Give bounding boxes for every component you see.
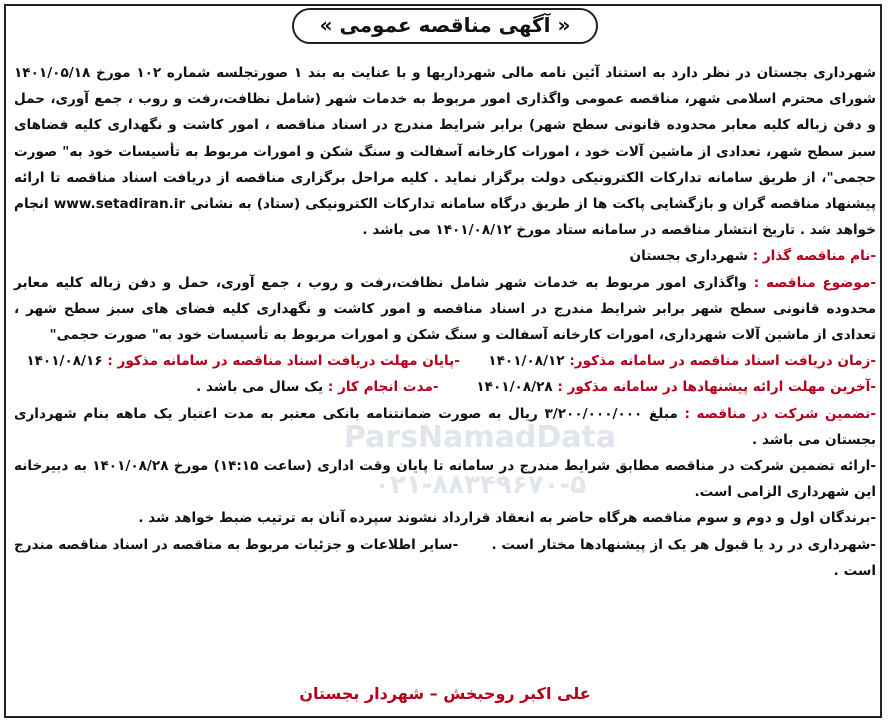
notice-title: « آگهی مناقصه عمومی »: [292, 8, 599, 44]
intro-text-after: انجام خواهد شد . تاریخ انتشار مناقصه در سامانه ستاد مورخ ۱۴۰۱/۰۸/۱۲ می باشد .: [14, 196, 876, 239]
subject-line: [14, 270, 876, 349]
intro-text: به استناد آئین نامه مالی شهرداریها و با عنایت به بند ۱ صورتجلسه شماره ۱۰۲ مورخ ۱۴۰۱/۰۵/۱۸ شورای محترم اسلامی شهر، مناقصه عمومی واگذاری امور مربوط به خدمات شهر (شامل نظافت،رفت و روب ، جمع آوری، حمل و دفن زباله کلیه معابر محدوده قانونی سطح شهر) برابر شرایط مندرج در اسناد مناقصه ، امور کاشت و نگهداری کلیه فضاهای سبز سطح شهر، تعدادی از ماشین آلات خود ، امورات کارخانه آسفالت و سنگ شکن و امورات مربوط به تأسیسات خود به" صورت حجمی"، از طریق سامانه تدارکات الکترونیکی دولت برگزار نماید . کلیه مراحل برگزاری مناقصه از دریافت اسناد مناقصه تا ارائه پیشنهاد مناقصه گران و بازگشایی پاکت ها از طریق درگاه سامانه تدارکات الکترونیکی (ستاد) به نشانی: [14, 65, 876, 213]
organizer-line: [14, 243, 876, 269]
watermark-text: ParsNamadData: [343, 420, 617, 455]
receipt-deadline-label: -پایان مهلت دریافت اسناد مناقصه در سامانه مذکور :: [107, 353, 460, 370]
submission-line: [14, 374, 876, 400]
receipt-deadline-value: ۱۴۰۱/۰۸/۱۶: [26, 353, 108, 370]
rights-note: -شهرداری در رد یا قبول هر یک از پیشنهادها مختار است .: [491, 536, 876, 553]
final-notes-line: [14, 532, 876, 584]
other-info-note: -سایر اطلاعات و جزئیات مربوط به مناقصه در اسناد مناقصه مندرج است .: [14, 536, 876, 579]
guarantee-label: -تضمین شرکت در مناقصه :: [684, 405, 877, 422]
subject-value: واگذاری امور مربوط به خدمات شهر شامل نظافت،رفت و روب ، جمع آوری، حمل و دفن زباله کلیه معابر محدوده قانونی سطح شهر برابر شرایط مندرج در اسناد مناقصه و امور کاشت و نگهداری کلیه فضای های سبز سطح شهر ، تعدادی از ماشین آلات شهرداری، امورات کارخانه آسفالت و سنگ شکن و امورات مربوط به تأسیسات خود به" صورت حجمی": [14, 274, 876, 344]
submission-deadline-label: -آخرین مهلت ارائه پیشنهادها در سامانه مذکور :: [557, 379, 876, 396]
organizer-label: -نام مناقصه گذار :: [752, 248, 876, 265]
receipt-time-label: -زمان دریافت اسناد مناقصه در سامانه مذکور:: [569, 353, 876, 370]
signature-line: علی اکبر روحبخش – شهردار بجستان: [299, 684, 591, 703]
guarantee-delivery-line: -ارائه تضمین شرکت در مناقصه مطابق شرایط مندرج در سامانه تا پایان وقت اداری (ساعت ۱۴:۱۵) مورخ ۱۴۰۱/۰۸/۲۸ به دبیرخانه این شهرداری الزامی است.: [14, 458, 876, 501]
watermark-phone: ۰۲۱-۸۸۳۴۹۶۷۰-۵: [373, 470, 586, 500]
organizer-value: شهرداری بجستان: [629, 248, 753, 265]
submission-deadline-value: ۱۴۰۱/۰۸/۲۸: [476, 379, 558, 396]
duration-value: یک سال می باشد .: [196, 379, 328, 396]
title-area: [0, 8, 890, 44]
intro-lead: شهرداری بجستان در نظر دارد: [671, 65, 877, 81]
notice-body: [14, 60, 876, 584]
receipt-line: [14, 348, 876, 374]
subject-label: -موضوع مناقصه :: [753, 274, 876, 291]
receipt-time-value: ۱۴۰۱/۰۸/۱۲: [488, 353, 570, 370]
intro-paragraph: [14, 60, 876, 243]
duration-label: -مدت انجام کار :: [327, 379, 439, 396]
guarantee-line: [14, 401, 876, 453]
website-link[interactable]: www.setadiran.ir: [53, 196, 186, 213]
winners-note: -برندگان اول و دوم و سوم مناقصه هرگاه حاضر به انعقاد قرارداد نشوند سپرده آنان به ترتیب ضبط خواهد شد .: [138, 510, 876, 527]
guarantee-value: مبلغ ۳/۲۰۰/۰۰۰/۰۰۰ ریال به صورت ضمانتنامه بانکی معتبر به مدت اعتبار یک ماهه بنام شهرداری بجستان می باشد .: [14, 405, 876, 448]
